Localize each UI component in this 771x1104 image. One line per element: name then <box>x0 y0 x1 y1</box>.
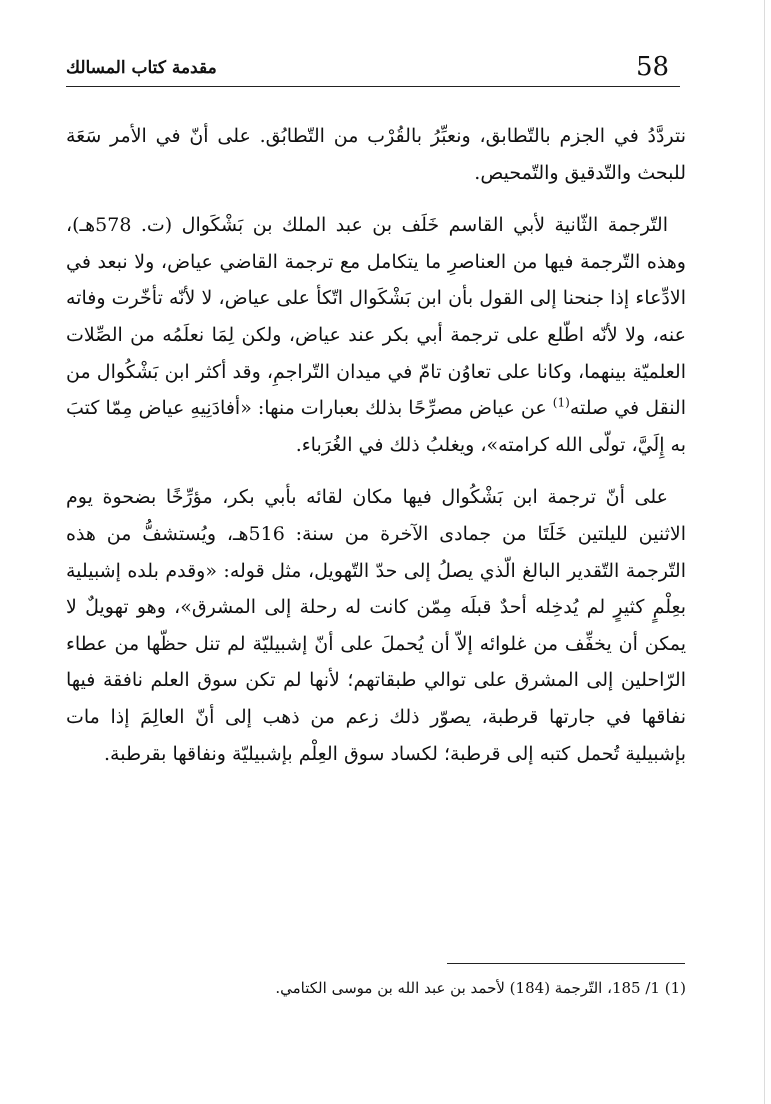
footnote: (1) 1/ 185، التّرجمة (184) لأحمد بن عبد الله بن موسى الكتامي. <box>275 979 686 997</box>
paragraph-3: على أنّ ترجمة ابن بَشْكُوال فيها مكان لقائه بأبي بكر، مؤرِّخًا بضحوة يوم الاثنين لليلتين خَلَتَا من جمادى الآخرة من سنة: 516هـ، ويُستشفُّ من هذه التّرجمة التّقدير البالغ الّذي يصلُ إلى حدّ التّهويل، مثل قوله: «وقدم بلده إشبيلية بعِلْمٍ كثيرٍ لم يُدخِله أحدٌ قبلَه مِمّن كانت له رحلة إلى المشرق»، وهو تهويلٌ لا يمكن أن يخفِّف من غلوائه إلاّ أن يُحملَ على أنّ إشبيليّة لم تنل حظّها من عطاء الرّاحلين إلى المشرق على توالي طبقاتهم؛ لأنها لم تكن سوق العلم نافقة فيها نفاقها في جارتها قرطبة، يصوّر ذلك زعم من ذهب إلى أنّ العالِمَ إذا مات بإشبيلية تُحمل كتبه إلى قرطبة؛ لكساد سوق العِلْم بإشبيليّة ونفاقها بقرطبة. <box>66 486 686 765</box>
page-header <box>66 48 680 90</box>
body-text <box>66 118 686 788</box>
paragraph-2 <box>66 207 686 463</box>
footnote-rule <box>447 963 685 964</box>
page-edge-line <box>764 0 765 1104</box>
paragraph-1: نتردَّدُ في الجزم بالتّطابق، ونعبِّرُ بالقُرْب من التّطابُق. على أنّ في الأمر سَعَة للبحث والتّدقيق والتّمحيص. <box>66 125 686 184</box>
paragraph-2-part-2: عن عياض مصرِّحًا بذلك بعبارات منها: «أفادَنِيهِ عياض مِمّا كتبَ به إِلَيَّ، تولّى الله كرامته»، ويغلبُ ذلك في الغُرَباء. <box>66 397 686 456</box>
footnote-reference[interactable]: (1) <box>552 395 570 410</box>
paragraph-2-part-1: التّرجمة الثّانية لأبي القاسم خَلَف بن عبد الملك بن بَشْكَوال (ت. 578هـ)، وهذه التّرجمة فيها من العناصرِ ما يتكامل مع ترجمة القاضي عياض، ولا نبعد في الادِّعاء إذا جنحنا إلى القول بأن ابن بَشْكَوال اتّكأ على عياض، لا لأنّه تأخّرت وفاته عنه، ولا لأنّه اطّلع على ترجمة أبي بكر عند عياض، ولكن لِمَا نعلَمُه من الصِّلات العلميّة بينهما، وكانا على تعاوُن تامّ في ميدان التّراجمِ، وقد أكثر ابن بَشْكُوال من النقل في صلته <box>66 214 686 420</box>
page-number: 58 <box>636 52 670 82</box>
header-rule <box>66 86 680 87</box>
running-title: مقدمة كتاب المسالك <box>66 58 217 78</box>
